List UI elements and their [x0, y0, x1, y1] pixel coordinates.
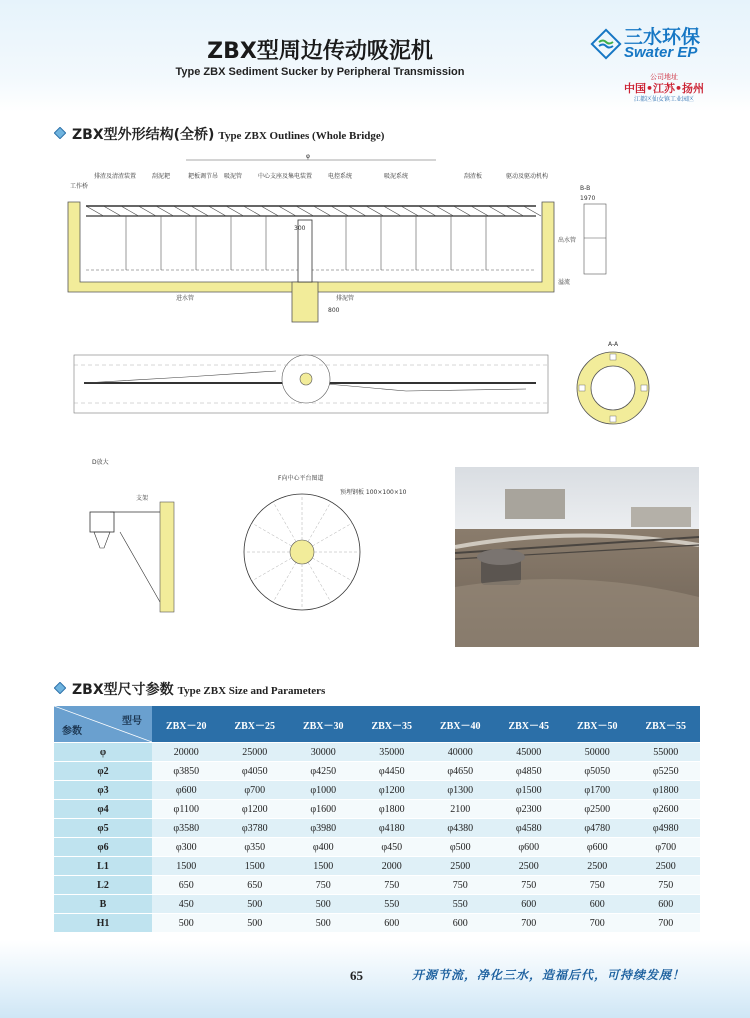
table-cell: 550	[426, 895, 495, 914]
table-cell: φ1500	[495, 781, 564, 800]
table-cell: 750	[289, 876, 358, 895]
table-cell: 20000	[152, 743, 221, 762]
platform-spoke	[252, 523, 292, 546]
label-phi: φ	[306, 153, 310, 160]
table-header-row	[54, 706, 700, 743]
truss-member	[331, 206, 349, 216]
section-title-parameters-cn: ZBX型尺寸参数	[72, 682, 174, 698]
row-header-cell: L2	[54, 876, 152, 895]
table-cell: φ5250	[632, 762, 701, 781]
table-cell: φ3780	[221, 819, 290, 838]
table-cell: 700	[563, 914, 632, 933]
platform-spoke	[273, 502, 296, 542]
steel-plate-note	[340, 480, 460, 520]
page-title: ZBX型周边传动吸泥机	[207, 39, 433, 64]
table-cell: 700	[632, 914, 701, 933]
column-header: ZBX－35	[358, 706, 427, 743]
table-cell: φ4180	[358, 819, 427, 838]
table-corner-cell	[54, 706, 152, 743]
label-electric-system: 电控系统	[328, 173, 353, 180]
table-cell: 45000	[495, 743, 564, 762]
table-cell: φ1000	[289, 781, 358, 800]
table-cell: φ1200	[358, 781, 427, 800]
label-steel-plate: 预埋钢板 100×100×10	[340, 489, 407, 496]
table-cell: φ600	[563, 838, 632, 857]
label-center-support: 中心支座及集电装置	[258, 173, 313, 180]
site-photo	[455, 467, 699, 647]
table-row	[54, 838, 700, 857]
truss-member	[139, 206, 157, 216]
table-cell: 750	[632, 876, 701, 895]
table-cell: 2500	[495, 857, 564, 876]
truss-member	[401, 206, 419, 216]
corner-top-label: 型号	[122, 716, 142, 727]
table-cell: 500	[289, 895, 358, 914]
label-suction-system: 吸泥系统	[384, 173, 409, 180]
label-dim-300: 300	[294, 225, 306, 232]
page-subtitle: Type ZBX Sediment Sucker by Peripheral Transmission	[175, 66, 465, 78]
table-row	[54, 781, 700, 800]
table-row	[54, 819, 700, 838]
table-cell: 600	[632, 895, 701, 914]
table-cell: φ350	[221, 838, 290, 857]
label-outlet-pipe: 排泥管	[336, 295, 355, 302]
table-cell: 550	[358, 895, 427, 914]
table-cell: 500	[221, 914, 290, 933]
footer-slogan: 开源节流，净化三水，造福后代，可持续发展！	[412, 968, 686, 982]
table-cell: φ2600	[632, 800, 701, 819]
table-row	[54, 914, 700, 933]
logo-name-en: Swater EP	[624, 44, 698, 61]
platform-spoke	[308, 502, 331, 542]
table-cell: φ5050	[563, 762, 632, 781]
table-cell: φ4980	[632, 819, 701, 838]
address-main: 中国•江苏•扬州	[623, 82, 705, 95]
table-cell: φ3580	[152, 819, 221, 838]
table-row	[54, 857, 700, 876]
truss-member	[366, 206, 384, 216]
table-cell: φ1200	[221, 800, 290, 819]
table-cell: 500	[221, 895, 290, 914]
parameters-table	[54, 706, 700, 933]
table-cell: 2500	[563, 857, 632, 876]
table-row	[54, 895, 700, 914]
table-row	[54, 743, 700, 762]
column-header: ZBX－30	[289, 706, 358, 743]
truss-member	[174, 206, 192, 216]
table-cell: 55000	[632, 743, 701, 762]
truss-member	[86, 206, 104, 216]
aa-section-drawing	[568, 340, 658, 430]
table-row	[54, 876, 700, 895]
table-cell: 500	[152, 914, 221, 933]
table-cell: φ4380	[426, 819, 495, 838]
truss-member	[419, 206, 437, 216]
table-cell: φ4580	[495, 819, 564, 838]
row-header-cell: φ4	[54, 800, 152, 819]
elevation-drawing	[66, 150, 616, 330]
truss-member	[191, 206, 209, 216]
column-header: ZBX－20	[152, 706, 221, 743]
platform-spoke	[312, 558, 352, 581]
page-number: 65	[350, 968, 363, 983]
table-cell: φ4780	[563, 819, 632, 838]
platform-spoke	[312, 523, 352, 546]
label-dim-800: 800	[328, 307, 340, 314]
table-cell: 600	[426, 914, 495, 933]
section-title-outlines-en: Type ZBX Outlines (Whole Bridge)	[218, 130, 385, 142]
section-title-outlines	[72, 124, 384, 144]
corner-diagonal	[54, 706, 152, 742]
label-drain-channel: 出水管	[558, 237, 577, 244]
table-cell: φ1600	[289, 800, 358, 819]
table-cell: φ600	[152, 781, 221, 800]
truss-member	[209, 206, 227, 216]
label-dim-1970: 1970	[580, 195, 596, 202]
label-mud-pipe: 吸泥管	[224, 173, 243, 180]
table-cell: 450	[152, 895, 221, 914]
truss-member	[104, 206, 122, 216]
logo-name-cn: 三水环保	[624, 26, 701, 48]
label-bearing-note: 支架	[136, 495, 149, 502]
address-detail: 江都区仙女镇工业园区	[633, 97, 694, 103]
table-cell: 2500	[426, 857, 495, 876]
truss-member	[489, 206, 507, 216]
label-inlet-pipe: 进水管	[176, 295, 195, 302]
table-cell: φ1700	[563, 781, 632, 800]
table-cell: φ700	[632, 838, 701, 857]
row-header-cell: B	[54, 895, 152, 914]
table-cell: 30000	[289, 743, 358, 762]
truss-member	[121, 206, 139, 216]
column-header: ZBX－45	[495, 706, 564, 743]
table-cell: 700	[495, 914, 564, 933]
table-cell: 25000	[221, 743, 290, 762]
label-skimmer: 刮渣板	[464, 173, 483, 180]
table-cell: φ300	[152, 838, 221, 857]
truss-member	[296, 206, 314, 216]
table-cell: φ4450	[358, 762, 427, 781]
table-cell: φ2500	[563, 800, 632, 819]
column-header: ZBX－40	[426, 706, 495, 743]
table-cell: φ500	[426, 838, 495, 857]
diamond-bullet-icon	[54, 682, 66, 694]
table-cell: φ2300	[495, 800, 564, 819]
truss-member	[261, 206, 279, 216]
truss-member	[384, 206, 402, 216]
table-cell: 1500	[289, 857, 358, 876]
logo-mark-icon	[590, 28, 622, 60]
table-cell: 40000	[426, 743, 495, 762]
table-cell: 35000	[358, 743, 427, 762]
table-cell: φ4250	[289, 762, 358, 781]
label-drive-unit: 驱动及驱动机构	[506, 173, 549, 180]
table-cell: φ400	[289, 838, 358, 857]
table-cell: 2100	[426, 800, 495, 819]
table-cell: 600	[563, 895, 632, 914]
label-work-bridge: 工作桥	[70, 183, 89, 190]
table-cell: 750	[426, 876, 495, 895]
table-header	[54, 706, 700, 743]
row-header-cell: φ	[54, 743, 152, 762]
truss-member	[244, 206, 262, 216]
truss-member	[506, 206, 524, 216]
section-title-parameters	[72, 679, 325, 699]
truss-member	[349, 206, 367, 216]
table-cell: 2000	[358, 857, 427, 876]
table-cell: φ4650	[426, 762, 495, 781]
label-drain-device: 排渣及清渣装置	[94, 173, 137, 180]
row-header-cell: φ2	[54, 762, 152, 781]
truss-member	[279, 206, 297, 216]
label-height-adjust: 耙板调节吊	[188, 173, 219, 180]
platform-spoke	[252, 558, 292, 581]
table-cell: φ700	[221, 781, 290, 800]
d-detail-drawing	[60, 452, 240, 622]
table-cell: 750	[563, 876, 632, 895]
table-cell: 50000	[563, 743, 632, 762]
truss-member	[436, 206, 454, 216]
table-cell: φ1100	[152, 800, 221, 819]
table-body	[54, 743, 700, 933]
table-cell: φ450	[358, 838, 427, 857]
table-row	[54, 762, 700, 781]
column-header: ZBX－25	[221, 706, 290, 743]
site-photo-image	[455, 467, 699, 647]
table-cell: 750	[358, 876, 427, 895]
table-cell: φ4050	[221, 762, 290, 781]
label-scraper-arm: 刮泥耙	[152, 173, 171, 180]
plan-drawing	[66, 345, 556, 425]
table-row	[54, 800, 700, 819]
row-header-cell: H1	[54, 914, 152, 933]
table-cell: 1500	[152, 857, 221, 876]
row-header-cell: L1	[54, 857, 152, 876]
column-header: ZBX－55	[632, 706, 701, 743]
label-platform-note: F向中心平台图道	[278, 475, 324, 482]
row-header-cell: φ5	[54, 819, 152, 838]
table-cell: φ3850	[152, 762, 221, 781]
platform-spoke	[308, 562, 331, 602]
section-title-outlines-cn: ZBX型外形结构(全桥)	[72, 127, 215, 143]
label-mud-outlet: 溢流	[558, 279, 571, 286]
truss-member	[226, 206, 244, 216]
company-logo	[588, 22, 738, 102]
label-aa-section: A-A	[608, 341, 619, 348]
address-label: 公司地址	[650, 74, 678, 81]
diamond-bullet-icon	[54, 127, 66, 139]
table-cell: 650	[152, 876, 221, 895]
truss-member	[454, 206, 472, 216]
corner-bottom-label: 参数	[62, 726, 82, 737]
table-cell: 1500	[221, 857, 290, 876]
table-cell: φ1800	[358, 800, 427, 819]
column-header: ZBX－50	[563, 706, 632, 743]
table-cell: φ4850	[495, 762, 564, 781]
section-title-parameters-en: Type ZBX Size and Parameters	[177, 685, 326, 697]
truss-member	[156, 206, 174, 216]
platform-spoke	[273, 562, 296, 602]
label-bb-section: B-B	[580, 185, 591, 192]
table-cell: 600	[495, 895, 564, 914]
truss-member	[524, 206, 542, 216]
table-cell: 600	[358, 914, 427, 933]
table-cell: φ600	[495, 838, 564, 857]
row-header-cell: φ3	[54, 781, 152, 800]
truss-member	[471, 206, 489, 216]
table-cell: φ1800	[632, 781, 701, 800]
truss-member	[314, 206, 332, 216]
table-cell: 2500	[632, 857, 701, 876]
table-cell: 650	[221, 876, 290, 895]
label-d-detail: D放大	[92, 459, 109, 466]
table-cell: 750	[495, 876, 564, 895]
row-header-cell: φ6	[54, 838, 152, 857]
table-cell: φ3980	[289, 819, 358, 838]
table-cell: 500	[289, 914, 358, 933]
table-cell: φ1300	[426, 781, 495, 800]
